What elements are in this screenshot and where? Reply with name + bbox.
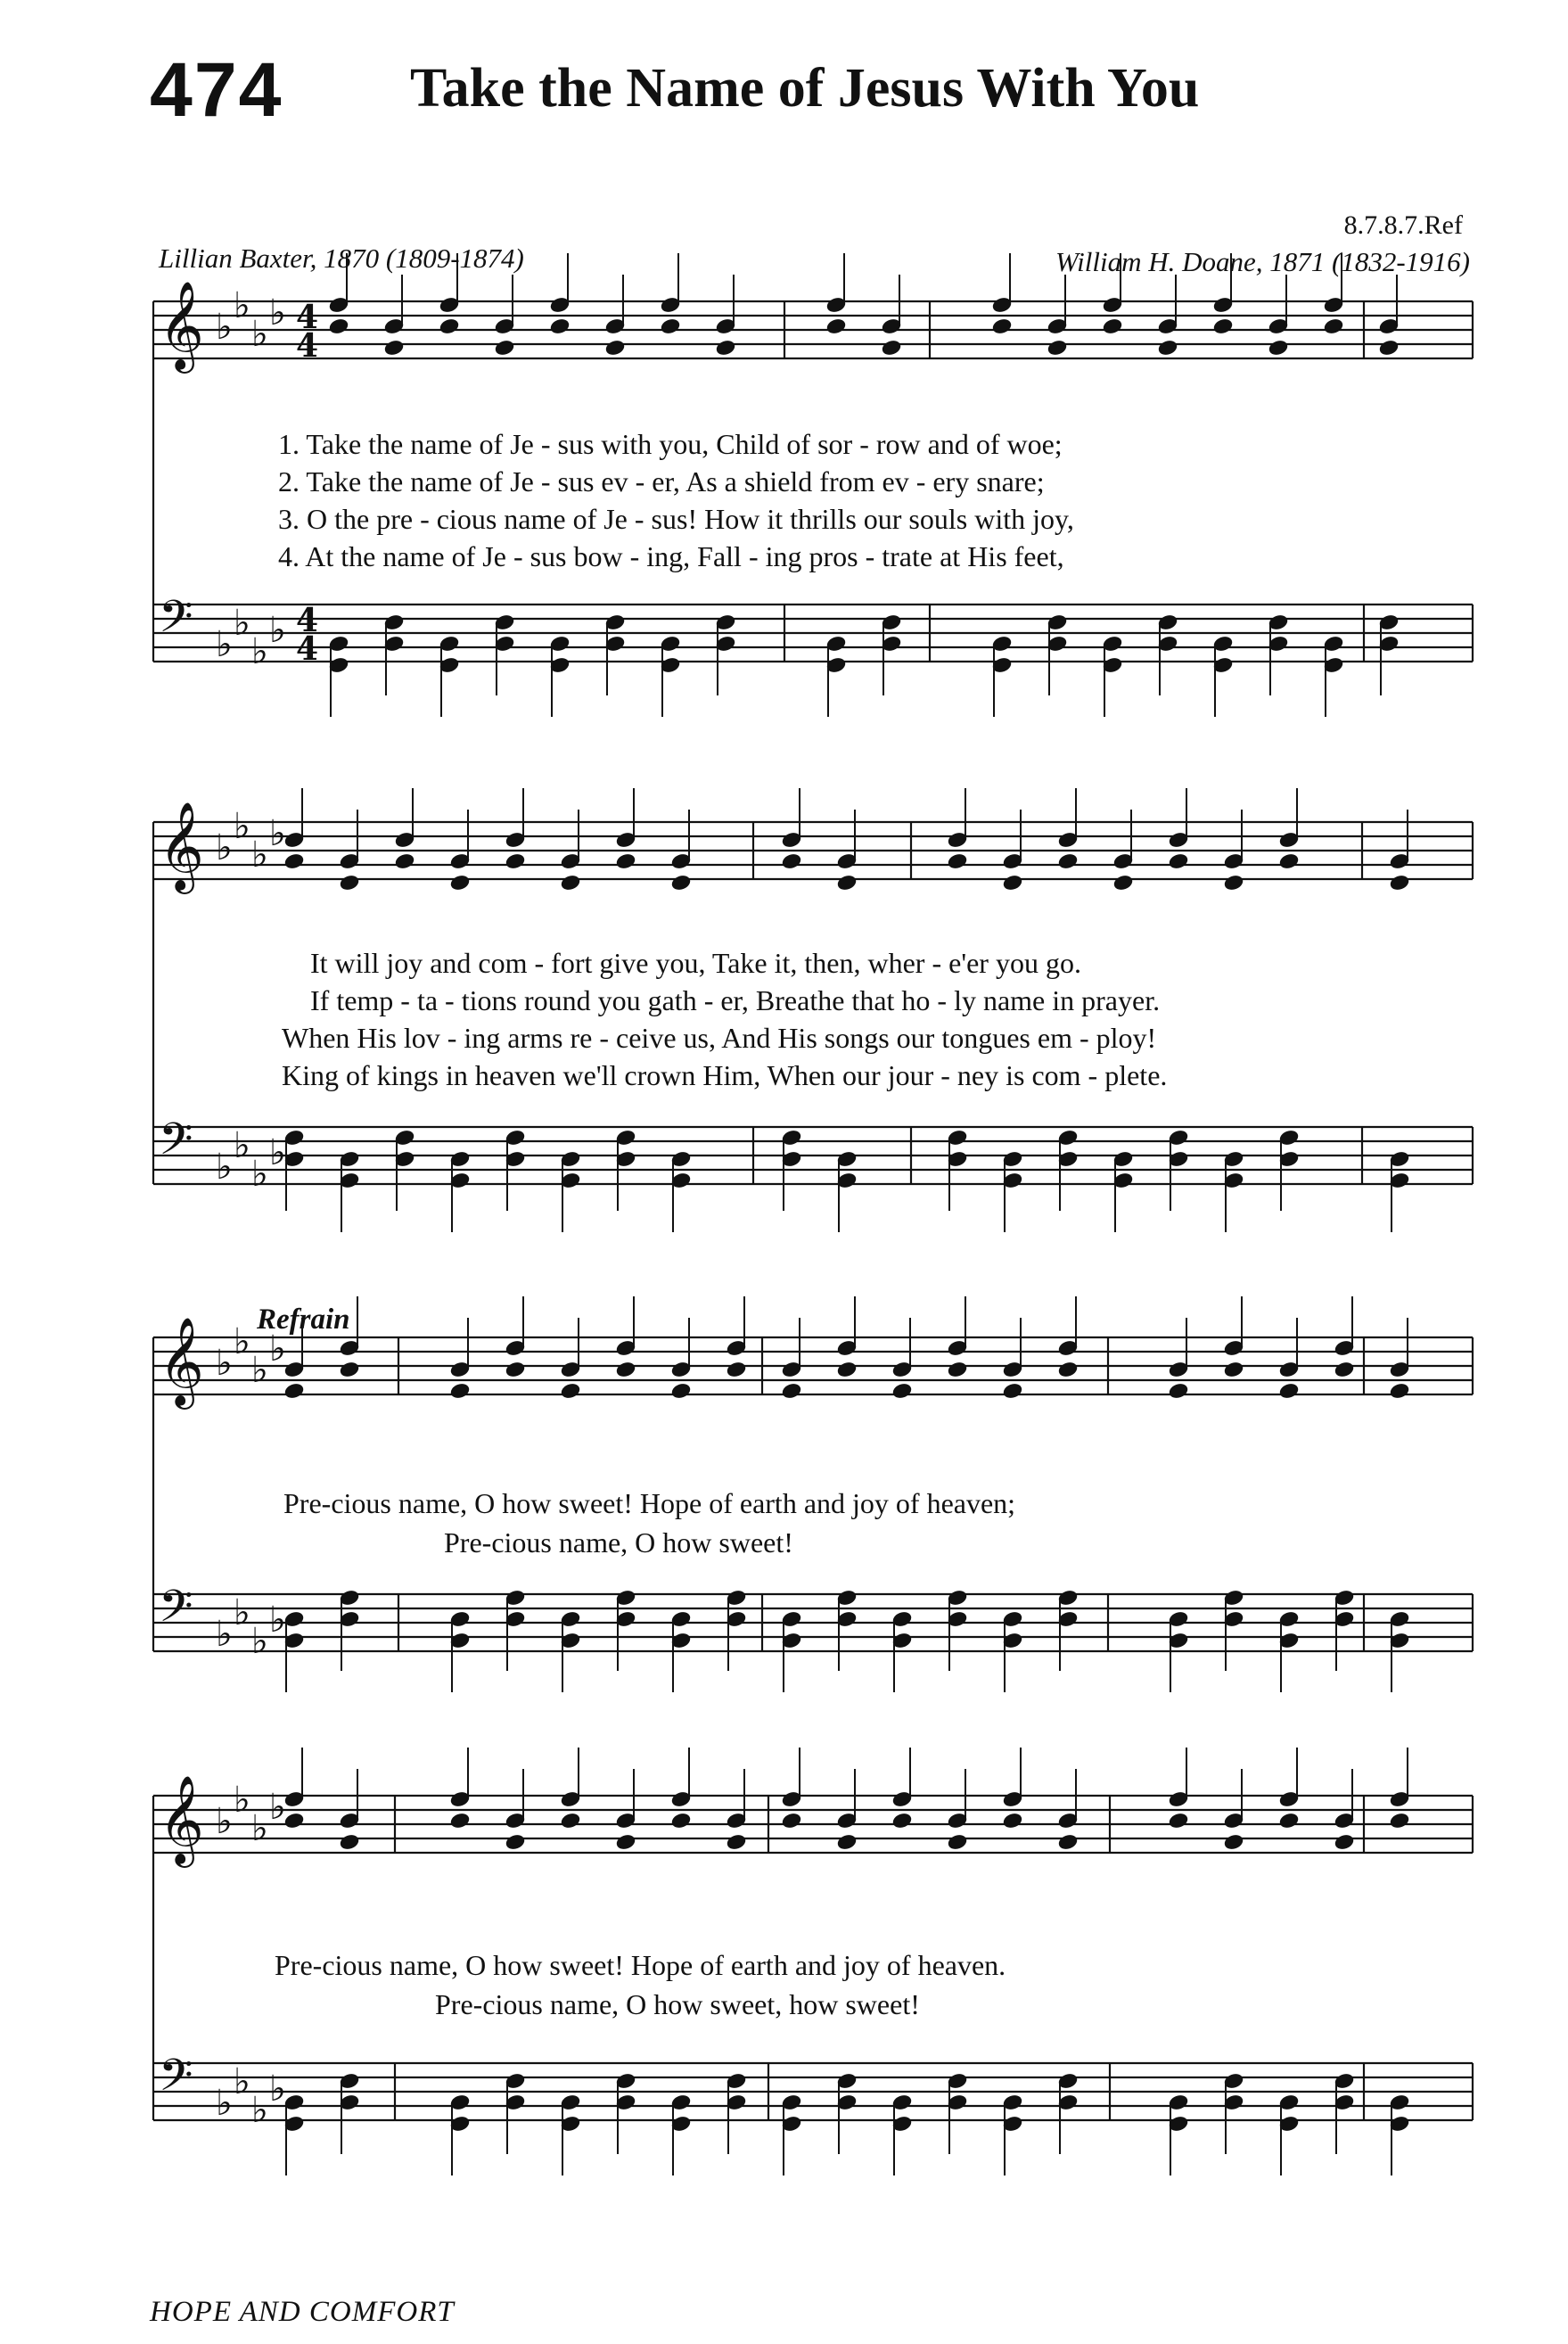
notehead [947,1833,968,1851]
notehead [1047,339,1068,357]
verse3-line2: When His lov - ing arms re - ceive us, And His songs our tongues em - ploy! [282,1022,1157,1054]
notehead [1002,1812,1023,1830]
notehead [1168,1382,1189,1400]
notehead [339,874,360,892]
flat-sign: ♭ [269,1787,286,1828]
notehead [1334,1361,1355,1378]
flat-sign: ♭ [251,1350,268,1391]
notehead [449,874,471,892]
verse4-line2: King of kings in heaven we'll crown Him, When our jour - ney is com - plete. [282,1059,1168,1091]
time-signature-bottom: 4 [296,630,319,668]
hymn-author: Lillian Baxter, 1870 (1809-1874) [159,243,524,274]
notehead [726,1361,747,1378]
notehead [1389,1812,1410,1830]
flat-sign: ♭ [251,835,268,876]
notehead [283,1382,305,1400]
notehead [615,1361,636,1378]
flat-sign: ♭ [269,1328,286,1369]
notehead [881,339,902,357]
flat-sign: ♭ [216,624,233,665]
time-signature-top: 4 [296,602,319,639]
notehead [1057,1833,1079,1851]
time-signature-top: 4 [296,299,319,336]
notehead [494,339,515,357]
verse2-line1: 2. Take the name of Je - sus ev - er, As a shield from ev - ery snare; [278,465,1045,498]
flat-sign: ♭ [269,610,286,651]
notehead [726,1833,747,1851]
bass-clef: 𝄢 [159,1581,193,1643]
notehead [1223,874,1244,892]
refrain1-lower-lyrics: Pre-cious name, O how sweet! [444,1526,793,1559]
bass-clef: 𝄢 [159,2050,193,2112]
notehead [383,339,405,357]
flat-sign: ♭ [251,314,268,355]
notehead [339,1361,360,1378]
flat-sign: ♭ [216,1343,233,1384]
notehead [394,852,415,870]
notehead [283,1812,305,1830]
flat-sign: ♭ [234,285,250,326]
notehead [825,317,847,335]
notehead [560,1812,581,1830]
flat-sign: ♭ [234,1592,250,1633]
notehead [891,1812,913,1830]
notehead [781,1382,802,1400]
notehead [781,852,802,870]
verse3-line1: 3. O the pre - cious name of Je - sus! How it thrills our souls with joy, [278,503,1074,535]
notehead [836,1361,858,1378]
hymn-composer: William H. Doane, 1871 (1832-1916) [1055,246,1470,277]
flat-sign: ♭ [216,2083,233,2124]
verse4-line1: 4. At the name of Je - sus bow - ing, Fall - ing pros - trate at His feet, [278,540,1064,572]
treble-clef: 𝄞 [159,281,204,370]
notehead [1168,852,1189,870]
notehead [439,317,460,335]
notehead [449,1812,471,1830]
notehead [449,1382,471,1400]
flat-sign: ♭ [234,1321,250,1362]
notehead [660,317,681,335]
notehead [1389,1382,1410,1400]
treble-clef: 𝄞 [159,1775,204,1864]
notehead [549,317,571,335]
hymn-title: Take the Name of Jesus With You [410,58,1200,119]
notehead [670,1812,692,1830]
flat-sign: ♭ [234,1125,250,1166]
notehead [836,1833,858,1851]
flat-sign: ♭ [251,1154,268,1195]
notehead [1278,852,1300,870]
flat-sign: ♭ [216,307,233,348]
hymn-meter: 8.7.8.7.Ref [1343,210,1463,240]
notehead [1002,874,1023,892]
refrain2-upper-lyrics: Pre-cious name, O how sweet! Hope of earth and joy of heaven. [275,1949,1006,1981]
flat-sign: ♭ [269,292,286,333]
notehead [505,852,526,870]
notehead [505,1833,526,1851]
notehead [615,1833,636,1851]
flat-sign: ♭ [216,827,233,868]
flat-sign: ♭ [269,2068,286,2110]
notehead [560,874,581,892]
flat-sign: ♭ [269,813,286,854]
flat-sign: ♭ [234,1780,250,1821]
flat-sign: ♭ [251,2090,268,2131]
verse1-line1: 1. Take the name of Je - sus with you, Child of sor - row and of woe; [278,428,1063,460]
notehead [670,1382,692,1400]
notehead [781,1812,802,1830]
notehead [1057,1361,1079,1378]
flat-sign: ♭ [251,1808,268,1849]
notehead [1389,874,1410,892]
notehead [505,1361,526,1378]
bass-clef: 𝄢 [159,591,193,654]
verse1-line2: It will joy and com - fort give you, Take it, then, wher - e'er you go. [310,947,1081,979]
notehead [1268,339,1289,357]
refrain-label: Refrain [257,1304,350,1336]
treble-clef: 𝄞 [159,1317,204,1406]
notehead [1102,317,1123,335]
flat-sign: ♭ [234,806,250,847]
notehead [339,1833,360,1851]
refrain1-upper-lyrics: Pre-cious name, O how sweet! Hope of earth and joy of heaven; [283,1487,1016,1519]
hymn-number: 474 [150,47,283,133]
notehead [1278,1812,1300,1830]
notehead [615,852,636,870]
notehead [1378,339,1400,357]
notehead [1157,339,1178,357]
notehead [604,339,626,357]
flat-sign: ♭ [216,1614,233,1655]
notehead [1223,1833,1244,1851]
notehead [1057,852,1079,870]
notehead [670,874,692,892]
page-footer-category: HOPE AND COMFORT [150,2296,455,2328]
flat-sign: ♭ [251,631,268,672]
notehead [836,874,858,892]
notehead [560,1382,581,1400]
notehead [1002,1382,1023,1400]
notehead [1223,1361,1244,1378]
bass-clef: 𝄢 [159,1114,193,1176]
flat-sign: ♭ [216,1147,233,1188]
notehead [947,1361,968,1378]
verse2-line2: If temp - ta - tions round you gath - er, Breathe that ho - ly name in prayer. [310,984,1161,1016]
flat-sign: ♭ [269,1600,286,1641]
treble-clef: 𝄞 [159,802,204,891]
notehead [1334,1833,1355,1851]
notehead [1112,874,1134,892]
notehead [991,317,1013,335]
notehead [1278,1382,1300,1400]
notehead [891,1382,913,1400]
flat-sign: ♭ [234,603,250,644]
notehead [715,339,736,357]
flat-sign: ♭ [251,1621,268,1662]
notehead [328,317,349,335]
flat-sign: ♭ [269,1132,286,1173]
notehead [1168,1812,1189,1830]
flat-sign: ♭ [234,2061,250,2102]
flat-sign: ♭ [216,1801,233,1842]
notehead [283,852,305,870]
notehead [1323,317,1344,335]
refrain2-lower-lyrics: Pre-cious name, O how sweet, how sweet! [435,1988,920,2020]
notehead [1212,317,1234,335]
time-signature-bottom: 4 [296,327,319,365]
notehead [947,852,968,870]
